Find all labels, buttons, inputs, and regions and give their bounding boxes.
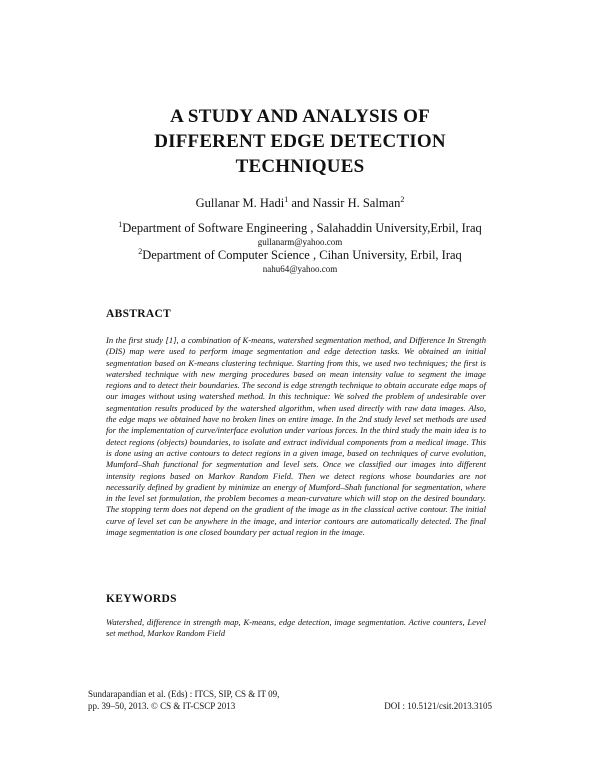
doi-footer: DOI : 10.5121/csit.2013.3105	[384, 701, 492, 711]
title-line: DIFFERENT EDGE DETECTION	[154, 131, 446, 152]
author-affiliation-mark: 2	[400, 194, 405, 204]
keywords-body: Watershed, difference in strength map, K-means, edge detection, image segmentation. Active counters, Level set method, Markov Random Field	[106, 617, 486, 639]
affiliation-mark: 2	[138, 246, 143, 256]
paper-title	[60, 104, 540, 179]
affiliation-mark: 1	[118, 219, 123, 229]
author-affiliation-mark: 1	[284, 194, 289, 204]
author-name: Nassir H. Salman	[312, 196, 401, 210]
citation-footer	[88, 688, 279, 712]
author-email-2: nahu64@yahoo.com	[262, 264, 338, 274]
abstract-heading: ABSTRACT	[106, 308, 172, 320]
citation-line: Sundarapandian et al. (Eds) : ITCS, SIP, CS & IT 09,	[88, 689, 280, 699]
author-email-1: gullanarm@yahoo.com	[257, 237, 343, 247]
author-name: Gullanar M. Hadi	[195, 196, 285, 210]
author-line	[0, 195, 600, 211]
affiliation-2	[0, 248, 600, 263]
abstract-body: In the first study [1], a combination of K-means, watershed segmentation method, and Difference In Strength (DIS) map were used to perform image segmentation and edge detection tasks. We obtained an initial segmentation based on K-means clustering technique. Starting from this, we used two techniques; the first is watershed technique with new merging procedures based on mean intensity value to segment the image regions and to detect their boundaries. The second is edge strength technique to obtain accurate edge maps of our images without using watershed method. In this technique: We solved the problem of undesirable over segmentation results produced by the watershed algorithm, when used directly with raw data images. Also, the edge maps we obtained have no broken lines on entire image. In the 2nd study level set methods are used for the implementation of curve/interface evolution under various forces. In the third study the main idea is to detect regions (objects) boundaries, to isolate and extract individual components from a medical image. This is done using an active contours to detect regions in a given image, based on techniques of curve evolution, Mumford–Shah functional for segmentation and level sets. Once we classified our images into different intensity regions based on Markov Random Field. Then we detect regions whose boundaries are not necessarily defined by gradient by minimize an energy of Mumford–Shah functional for segmentation, where in the level set formulation, the problem becomes a mean-curvature which will stop on the desired boundary. The stopping term does not depend on the gradient of the image as in the classical active contour. The initial curve of level set can be anywhere in the image, and interior contours are automatically detected. The final image segmentation is one closed boundary per actual region in the image.	[106, 335, 486, 538]
affiliation-1	[0, 221, 600, 236]
author-conjunction: and	[288, 196, 313, 210]
title-line: A STUDY AND ANALYSIS OF	[170, 106, 430, 127]
affiliation-text: Department of Software Engineering , Salahaddin University,Erbil, Iraq	[122, 221, 482, 235]
keywords-heading: KEYWORDS	[106, 593, 177, 605]
citation-line: pp. 39–50, 2013. © CS & IT-CSCP 2013	[88, 701, 236, 711]
affiliation-text: Department of Computer Science , Cihan University, Erbil, Iraq	[142, 248, 462, 262]
title-line: TECHNIQUES	[235, 156, 365, 177]
